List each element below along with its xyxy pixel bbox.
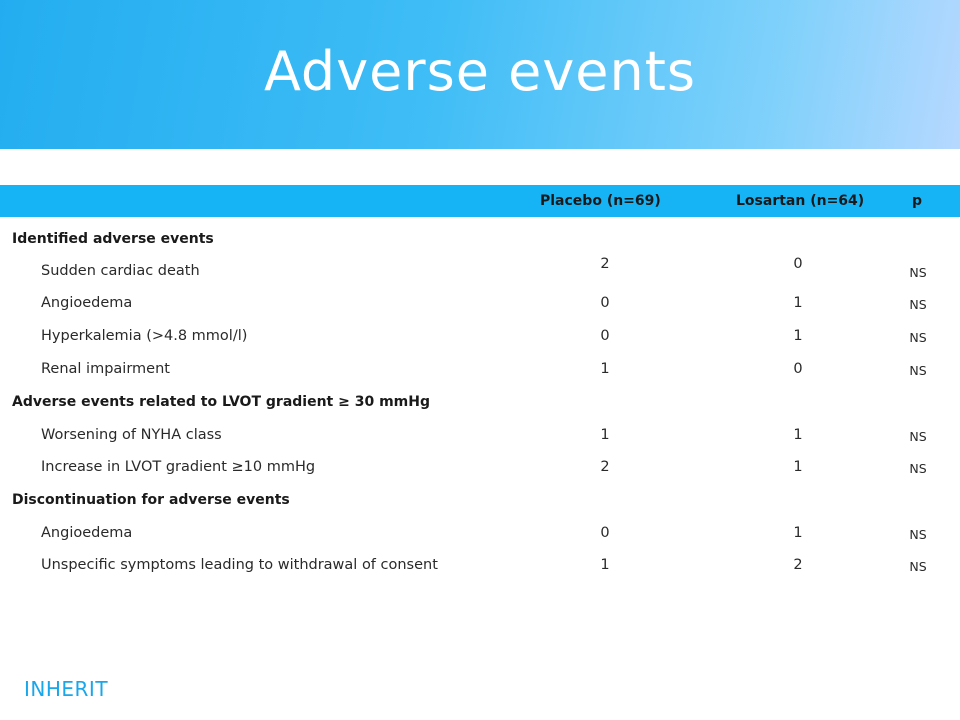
placebo-value: 1	[600, 427, 610, 443]
placebo-value: 2	[600, 256, 610, 272]
p-value: NS	[909, 330, 927, 345]
row-label: Angioedema	[41, 295, 133, 311]
section-label: Identified adverse events	[12, 231, 214, 247]
table-row-renal-impairment	[0, 361, 960, 383]
table-row-angioedema-discontinuation	[0, 525, 960, 547]
row-label: Angioedema	[41, 525, 133, 541]
table-row-angioedema	[0, 295, 960, 317]
inherit-logo: INHERIT	[24, 677, 109, 701]
column-header-placebo: Placebo (n=69)	[540, 193, 661, 209]
placebo-value: 1	[600, 361, 610, 377]
section-row-identified	[0, 231, 960, 253]
row-label: Sudden cardiac death	[41, 263, 200, 279]
table-row-nyha-worsening	[0, 427, 960, 449]
row-label: Worsening of NYHA class	[41, 427, 222, 443]
table-row-lvot-increase	[0, 459, 960, 481]
losartan-value: 1	[793, 427, 803, 443]
p-value: NS	[909, 527, 927, 542]
placebo-value: 0	[600, 525, 610, 541]
column-header-losartan: Losartan (n=64)	[736, 193, 865, 209]
placebo-value: 0	[600, 295, 610, 311]
section-label: Adverse events related to LVOT gradient ≥ 30 mmHg	[12, 394, 430, 410]
losartan-value: 1	[793, 459, 803, 475]
p-value: NS	[909, 297, 927, 312]
section-row-discontinuation	[0, 492, 960, 514]
table-row-sudden-cardiac-death	[0, 256, 960, 285]
table-row-hyperkalemia	[0, 328, 960, 350]
placebo-value: 1	[600, 557, 610, 573]
losartan-value: 0	[793, 361, 803, 377]
p-value: NS	[909, 461, 927, 476]
column-header-p: p	[912, 193, 923, 209]
section-label: Discontinuation for adverse events	[12, 492, 290, 508]
losartan-value: 0	[793, 256, 803, 272]
p-value: NS	[909, 363, 927, 378]
table-row-unspecific-symptoms	[0, 557, 960, 579]
row-label: Hyperkalemia (>4.8 mmol/l)	[41, 328, 248, 344]
row-label: Increase in LVOT gradient ≥10 mmHg	[41, 459, 316, 475]
losartan-value: 2	[793, 557, 803, 573]
losartan-value: 1	[793, 525, 803, 541]
p-value: NS	[909, 265, 927, 280]
p-value: NS	[909, 429, 927, 444]
row-label: Unspecific symptoms leading to withdrawal of consent	[41, 557, 438, 573]
row-label: Renal impairment	[41, 361, 170, 377]
losartan-value: 1	[793, 295, 803, 311]
p-value: NS	[909, 559, 927, 574]
placebo-value: 0	[600, 328, 610, 344]
slide-title: Adverse events	[263, 40, 697, 103]
section-row-lvot	[0, 394, 960, 416]
losartan-value: 1	[793, 328, 803, 344]
placebo-value: 2	[600, 459, 610, 475]
